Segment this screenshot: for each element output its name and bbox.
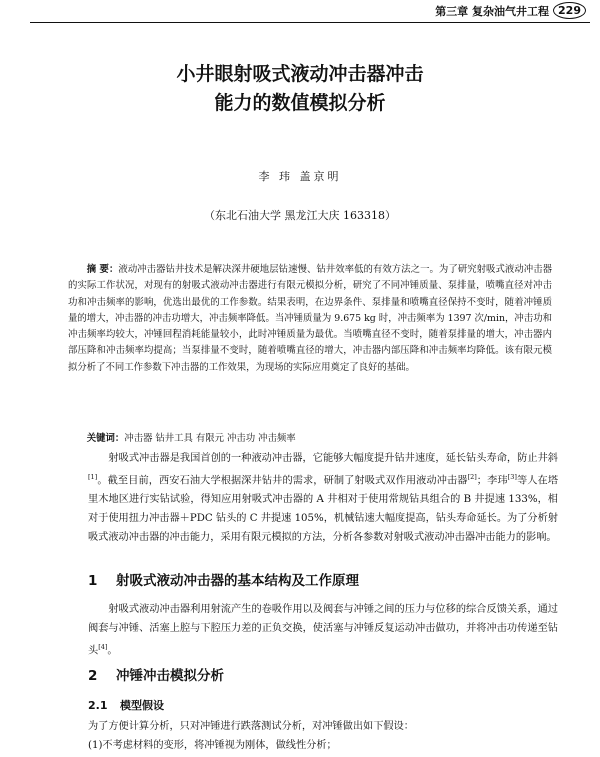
authors: 李 玮 盖京明 bbox=[258, 170, 342, 183]
keywords bbox=[68, 431, 552, 447]
title-line-2: 能力的数值模拟分析 bbox=[214, 92, 386, 114]
assumption-item-1: (1)不考虑材料的变形，将冲锤视为刚体，做线性分析； bbox=[88, 740, 337, 751]
section-2-title: 冲锤冲击模拟分析 bbox=[116, 668, 224, 684]
subsection-2-1-paragraph bbox=[88, 717, 558, 755]
section-2-number: 2 bbox=[88, 668, 98, 684]
affiliation: （东北石油大学 黑龙江大庆 163318） bbox=[204, 209, 396, 222]
subsection-title: 模型假设 bbox=[120, 699, 164, 712]
title-line-1: 小井眼射吸式液动冲击器冲击 bbox=[176, 63, 424, 85]
section-1-number: 1 bbox=[88, 573, 98, 589]
abstract-text: 液动冲击器钻井技术是解决深井硬地层钻速慢、钻井效率低的有效方法之一。为了研究射吸式液动冲击器的实际工作状况，对现有的射吸式液动冲击器进行有限元模拟分析，研究了不同冲锤质量、泵排量，喷嘴直径对冲击功和冲击频率的影响，优选出最优的工作参数。结果表明，在边界条件、泵排量和喷嘴直径保持不变时，随着冲锤质量的增大，冲击器的冲击功增大，冲击频率降低。当冲锤质量为 9.675 kg 时，冲击频率为 1397 次/min，冲击功和冲击频率均较大，冲锤回程消耗能量较小，此时冲锤质量为最优。当喷嘴直径不变时，随着泵排量的增大，冲击器内部压降和冲击频率均提高；当泵排量不变时，随着喷嘴直径的增大，冲击器内部压降和冲击频率均降低。该有限元模拟分析了不同工作参数下冲击器的工作效果，为现场的实际应用奠定了良好的基础。 bbox=[68, 264, 552, 373]
intro-text-4: 等人在塔里木地区进行实钻试验，得知应用射吸式冲击器的 A 井相对于使用常规钻具组合的 B 井提速 133%，相对于使用扭力冲击器＋PDC 钻头的 C 井提速 105%，机械钻速大幅度提高，钻头寿命延长。为了分析射吸式液动冲击器的冲击能力，采用有限元模拟的方法，分析各参数对射吸式液动冲击器冲击能力的影响。 bbox=[88, 475, 559, 544]
citation-2: [2] bbox=[467, 473, 477, 481]
citation-4: [4] bbox=[98, 643, 108, 651]
abstract bbox=[68, 262, 552, 376]
running-title: 第三章 复杂油气井工程 bbox=[435, 4, 550, 18]
section-2-heading bbox=[88, 664, 224, 684]
section-1-heading bbox=[88, 569, 359, 589]
keywords-text: 冲击器 钻井工具 有限元 冲击功 冲击频率 bbox=[124, 433, 296, 444]
citation-3: [3] bbox=[507, 473, 517, 481]
intro-paragraph bbox=[88, 449, 558, 547]
section-1-end: 。 bbox=[107, 645, 118, 657]
section-1-paragraph bbox=[88, 600, 558, 660]
keywords-label: 关键词： bbox=[86, 433, 125, 444]
subsection-2-1-heading bbox=[88, 697, 164, 713]
subsection-intro: 为了方便计算分析，只对冲锤进行跌落测试分析，对冲锤做出如下假设： bbox=[88, 721, 414, 732]
abstract-label: 摘 要： bbox=[86, 264, 119, 275]
header-rule bbox=[30, 22, 590, 23]
intro-text-3: ；李玮 bbox=[476, 475, 508, 487]
intro-text-2: 。截至目前，西安石油大学根据深井钻井的需求，研制了射吸式双作用液动冲击器 bbox=[97, 475, 468, 487]
section-1-text: 射吸式液动冲击器利用射流产生的卷吸作用以及阀套与冲锤之间的压力与位移的综合反馈关系，通过阀套与冲锤、活塞上腔与下腔压力差的正负交换，使活塞与冲锤反复运动冲击做功，并将冲击功传递至钻头 bbox=[88, 604, 558, 657]
page-number: 229 bbox=[553, 2, 586, 19]
intro-text-1: 射吸式冲击器是我国首创的一种液动冲击器，它能够大幅度提升钻井速度，延长钻头寿命，防止井斜 bbox=[108, 453, 558, 464]
subsection-number: 2.1 bbox=[88, 699, 108, 712]
running-header bbox=[435, 2, 586, 19]
section-1-title: 射吸式液动冲击器的基本结构及工作原理 bbox=[116, 573, 359, 589]
citation-1: [1] bbox=[88, 473, 98, 481]
paper-title bbox=[0, 60, 600, 118]
